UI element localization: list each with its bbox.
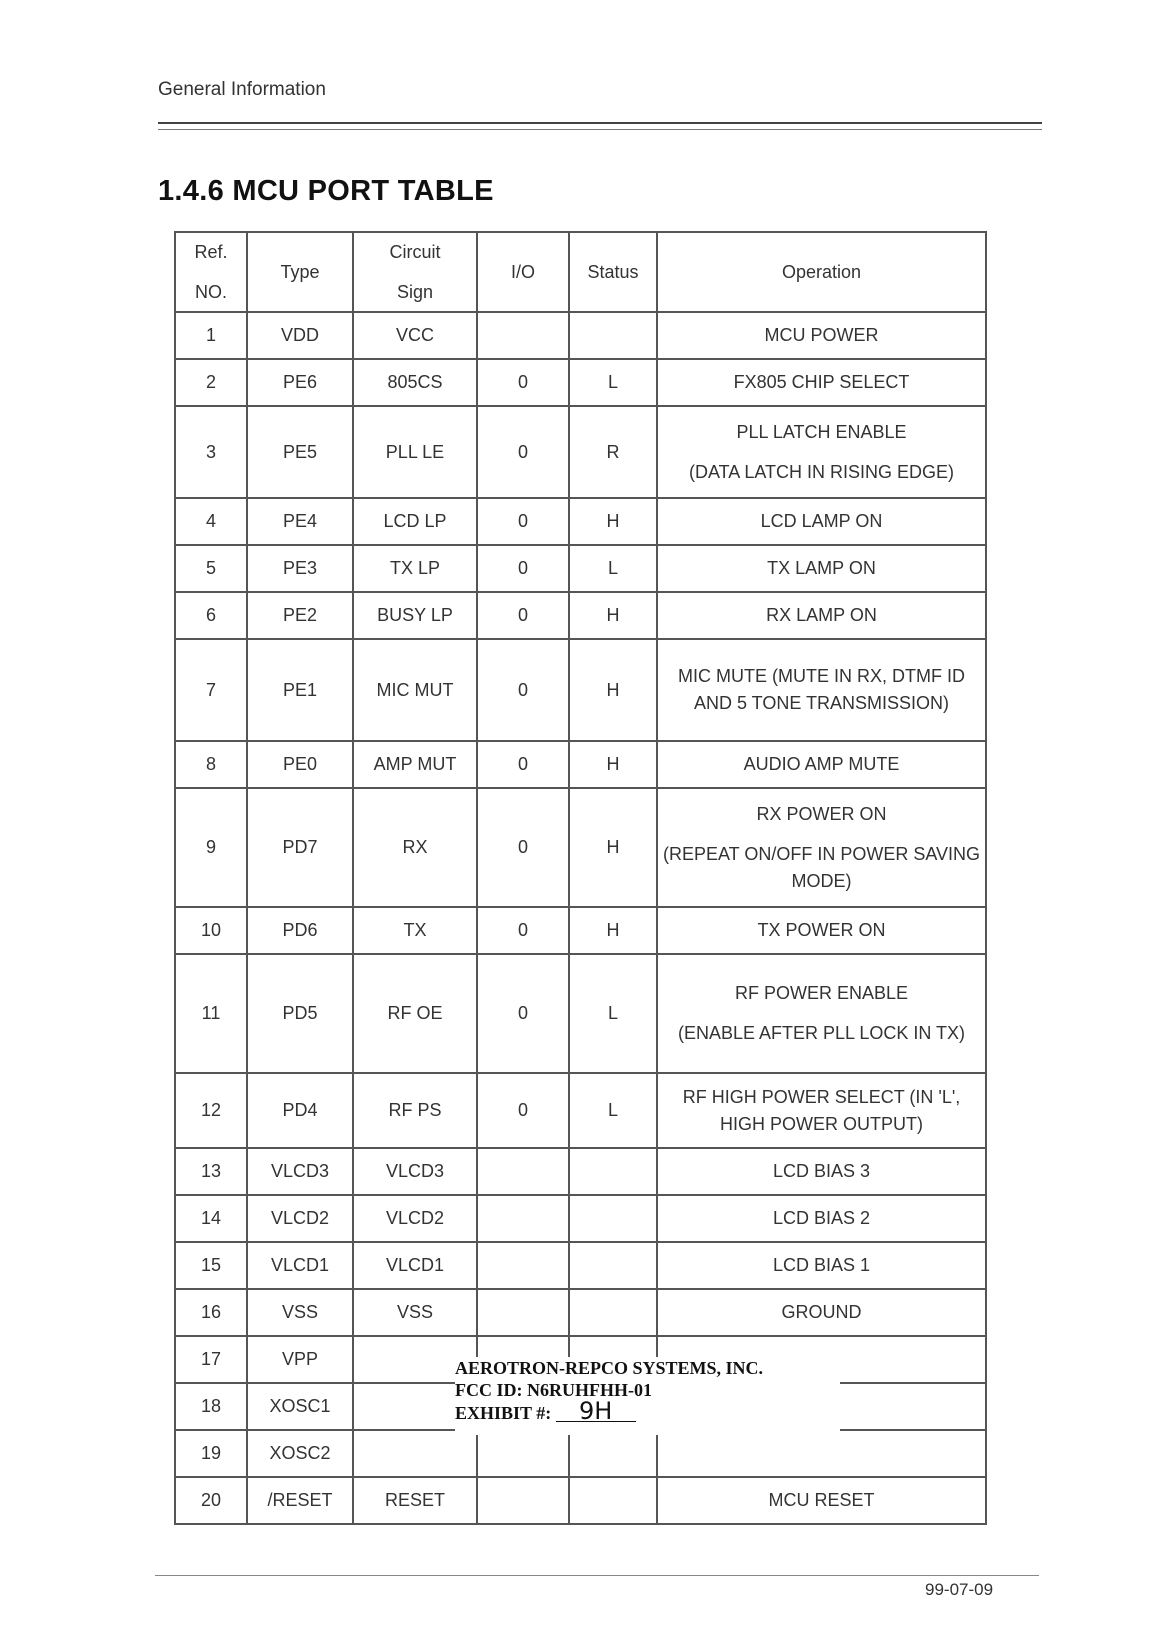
cell-ref: 11 [175,954,247,1073]
cell-ref: 19 [175,1430,247,1477]
cell-circuit [353,1430,477,1477]
cell-operation: RX POWER ON (REPEAT ON/OFF IN POWER SAVING MODE) [657,788,986,907]
cell-type: PD5 [247,954,353,1073]
cell-operation: AUDIO AMP MUTE [657,741,986,788]
cell-type: XOSC1 [247,1383,353,1430]
table-row [175,312,986,359]
cell-type: VLCD1 [247,1242,353,1289]
table-row [175,1073,986,1148]
cell-ref: 1 [175,312,247,359]
cell-type: PE3 [247,545,353,592]
cell-operation: LCD BIAS 2 [657,1195,986,1242]
cell-circuit: VLCD3 [353,1148,477,1195]
cell-operation: MCU RESET [657,1477,986,1524]
cell-status [569,1195,657,1242]
fcc-exhibit-stamp [455,1357,840,1435]
cell-io: 0 [477,1073,569,1148]
cell-operation: RX LAMP ON [657,592,986,639]
cell-operation: GROUND [657,1289,986,1336]
table-row [175,1430,986,1477]
table-header-row [175,232,986,312]
cell-type: VDD [247,312,353,359]
header-rule-thin [158,129,1042,130]
running-header: General Information [158,79,326,100]
cell-type: PE0 [247,741,353,788]
mcu-port-table [174,231,987,1525]
cell-operation [657,1430,986,1477]
cell-status [569,1148,657,1195]
cell-io: 0 [477,406,569,498]
cell-io [477,1148,569,1195]
cell-type: XOSC2 [247,1430,353,1477]
cell-io: 0 [477,788,569,907]
cell-io: 0 [477,907,569,954]
cell-operation: PLL LATCH ENABLE (DATA LATCH IN RISING EDGE) [657,406,986,498]
cell-status: R [569,406,657,498]
cell-circuit: TX [353,907,477,954]
cell-type: PD7 [247,788,353,907]
cell-operation: MCU POWER [657,312,986,359]
cell-type: VLCD2 [247,1195,353,1242]
cell-type: PE6 [247,359,353,406]
cell-ref: 5 [175,545,247,592]
cell-operation: LCD BIAS 3 [657,1148,986,1195]
section-title: 1.4.6 MCU PORT TABLE [158,175,494,207]
table-row [175,741,986,788]
cell-circuit: RF OE [353,954,477,1073]
cell-type: /RESET [247,1477,353,1524]
cell-circuit: BUSY LP [353,592,477,639]
header-type: Type [247,232,353,312]
table-row [175,592,986,639]
cell-type: PD6 [247,907,353,954]
cell-status: L [569,359,657,406]
header-circuit-sign: Circuit Sign [353,232,477,312]
cell-type: PE4 [247,498,353,545]
cell-type: VLCD3 [247,1148,353,1195]
table-row [175,498,986,545]
cell-status [569,1430,657,1477]
cell-io [477,1477,569,1524]
cell-circuit: VLCD1 [353,1242,477,1289]
cell-operation: RF POWER ENABLE (ENABLE AFTER PLL LOCK IN TX) [657,954,986,1073]
cell-status: L [569,545,657,592]
table-row [175,1242,986,1289]
footer-date: 99-07-09 [925,1580,994,1599]
cell-io: 0 [477,545,569,592]
header-ref: Ref. NO. [175,232,247,312]
cell-circuit: RX [353,788,477,907]
table-row [175,359,986,406]
stamp-exhibit-label: EXHIBIT #: [455,1403,552,1423]
table-row [175,545,986,592]
cell-type: VSS [247,1289,353,1336]
cell-ref: 18 [175,1383,247,1430]
table-row [175,1148,986,1195]
table-row [175,639,986,741]
cell-io: 0 [477,359,569,406]
cell-status [569,312,657,359]
cell-io [477,1242,569,1289]
table-row [175,788,986,907]
cell-ref: 13 [175,1148,247,1195]
cell-io: 0 [477,741,569,788]
cell-circuit: VCC [353,312,477,359]
cell-status [569,1477,657,1524]
cell-circuit: VSS [353,1289,477,1336]
cell-circuit: RESET [353,1477,477,1524]
cell-ref: 8 [175,741,247,788]
cell-type: VPP [247,1336,353,1383]
cell-operation: FX805 CHIP SELECT [657,359,986,406]
cell-circuit: PLL LE [353,406,477,498]
cell-ref: 4 [175,498,247,545]
cell-status: H [569,498,657,545]
cell-io [477,1195,569,1242]
cell-operation: LCD BIAS 1 [657,1242,986,1289]
stamp-exhibit-value: 9H [556,1401,636,1422]
cell-ref: 9 [175,788,247,907]
cell-type: PE5 [247,406,353,498]
cell-io: 0 [477,954,569,1073]
footer-rule [155,1575,1039,1576]
table-row [175,1195,986,1242]
cell-circuit: RF PS [353,1073,477,1148]
cell-type: PD4 [247,1073,353,1148]
header-status: Status [569,232,657,312]
cell-io [477,312,569,359]
cell-circuit: AMP MUT [353,741,477,788]
cell-ref: 16 [175,1289,247,1336]
cell-operation: LCD LAMP ON [657,498,986,545]
cell-circuit: VLCD2 [353,1195,477,1242]
cell-ref: 17 [175,1336,247,1383]
cell-ref: 20 [175,1477,247,1524]
cell-ref: 3 [175,406,247,498]
cell-operation: TX POWER ON [657,907,986,954]
cell-io [477,1289,569,1336]
cell-io: 0 [477,592,569,639]
table-row [175,1477,986,1524]
header-io: I/O [477,232,569,312]
stamp-company: AEROTRON-REPCO SYSTEMS, INC. [455,1358,764,1378]
cell-status: L [569,1073,657,1148]
cell-ref: 10 [175,907,247,954]
cell-status: H [569,907,657,954]
cell-type: PE1 [247,639,353,741]
table-row [175,1289,986,1336]
cell-type: PE2 [247,592,353,639]
cell-circuit: TX LP [353,545,477,592]
cell-operation: MIC MUTE (MUTE IN RX, DTMF ID AND 5 TONE TRANSMISSION) [657,639,986,741]
header-operation: Operation [657,232,986,312]
cell-status: H [569,741,657,788]
cell-ref: 7 [175,639,247,741]
cell-status [569,1242,657,1289]
cell-ref: 6 [175,592,247,639]
cell-circuit: LCD LP [353,498,477,545]
cell-circuit: MIC MUT [353,639,477,741]
cell-operation: RF HIGH POWER SELECT (IN 'L', HIGH POWER OUTPUT) [657,1073,986,1148]
stamp-exhibit [455,1397,840,1425]
table-row [175,954,986,1073]
cell-status: L [569,954,657,1073]
table-row [175,406,986,498]
cell-ref: 2 [175,359,247,406]
cell-io: 0 [477,498,569,545]
stamp-fcc-id: FCC ID: N6RUHFHH-01 [455,1380,652,1400]
cell-ref: 12 [175,1073,247,1148]
cell-status: H [569,788,657,907]
cell-status [569,1289,657,1336]
cell-operation: TX LAMP ON [657,545,986,592]
cell-io [477,1430,569,1477]
header-rule [158,122,1042,124]
cell-circuit: 805CS [353,359,477,406]
table-row [175,907,986,954]
cell-io: 0 [477,639,569,741]
cell-status: H [569,592,657,639]
cell-ref: 15 [175,1242,247,1289]
cell-status: H [569,639,657,741]
cell-ref: 14 [175,1195,247,1242]
